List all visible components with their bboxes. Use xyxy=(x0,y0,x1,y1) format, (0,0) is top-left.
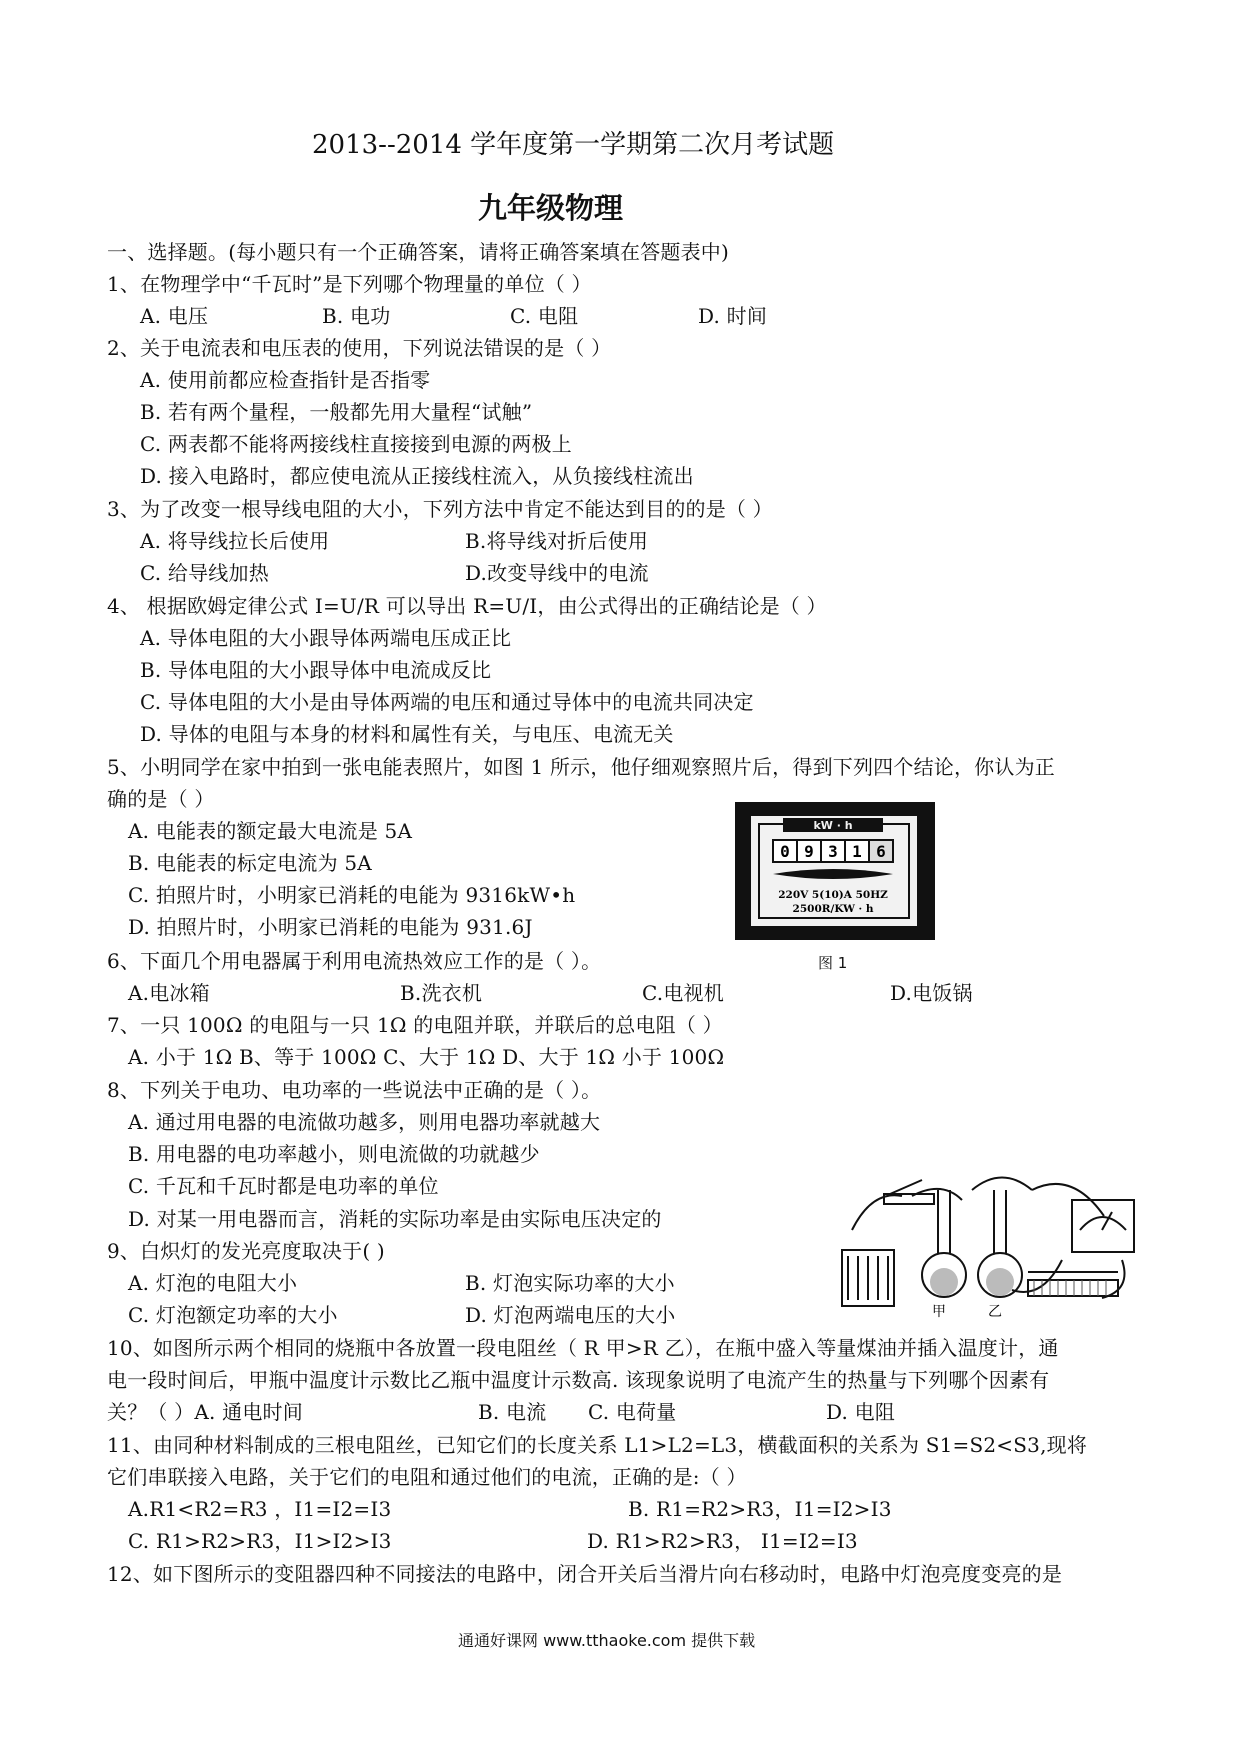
q7-options: A. 小于 1Ω B、等于 100Ω C、大于 1Ω D、大于 1Ω 小于 100Ω xyxy=(128,1045,725,1069)
q5-option-d: D. 拍照片时，小明家已消耗的电能为 931.6J xyxy=(128,915,533,939)
q5-option-a: A. 电能表的额定最大电流是 5A xyxy=(128,819,413,843)
q3-option-b: B.将导线对折后使用 xyxy=(465,529,649,553)
meter-digit: 3 xyxy=(828,842,838,861)
section-heading: 一、选择题。(每小题只有一个正确答案，请将正确答案填在答题表中) xyxy=(107,240,730,264)
q6-option-a: A.电冰箱 xyxy=(128,981,210,1005)
question-4: 4、 根据欧姆定律公式 I=U/R 可以导出 R=U/I，由公式得出的正确结论是（ ） xyxy=(107,594,827,618)
q1-option-b: B. 电功 xyxy=(322,304,391,328)
question-5-line-1: 5、小明同学在家中拍到一张电能表照片，如图 1 所示，他仔细观察照片后，得到下列四个结论，你认为正 xyxy=(107,755,1055,779)
q2-option-d: D. 接入电路时，都应使电流从正接线柱流入，从负接线柱流出 xyxy=(140,464,694,488)
q6-option-b: B.洗衣机 xyxy=(400,981,483,1005)
flask-yi-label: 乙 xyxy=(988,1304,1002,1320)
q2-option-c: C. 两表都不能将两接线柱直接接到电源的两极上 xyxy=(140,432,572,456)
exam-title: 2013--2014 学年度第一学期第二次月考试题 xyxy=(312,130,835,160)
q6-option-d: D.电饭锅 xyxy=(890,981,973,1005)
q8-option-d: D. 对某一用电器而言，消耗的实际功率是由实际电压决定的 xyxy=(128,1207,662,1231)
q10-option-c: C. 电荷量 xyxy=(588,1400,677,1424)
q9-option-d: D. 灯泡两端电压的大小 xyxy=(465,1303,676,1327)
question-7: 7、一只 100Ω 的电阻与一只 1Ω 的电阻并联，并联后的总电阻（ ） xyxy=(107,1013,723,1037)
q11-option-d: D. R1>R2>R3， I1=I2=I3 xyxy=(587,1529,858,1553)
question-5-line-2: 确的是（ ） xyxy=(107,787,215,811)
q1-option-a: A. 电压 xyxy=(140,304,209,328)
meter-unit: kW · h xyxy=(813,819,853,832)
q5-option-b: B. 电能表的标定电流为 5A xyxy=(128,851,372,875)
q4-option-c: C. 导体电阻的大小是由导体两端的电压和通过导体中的电流共同决定 xyxy=(140,690,754,714)
q9-option-a: A. 灯泡的电阻大小 xyxy=(128,1271,298,1295)
q5-option-c: C. 拍照片时，小明家已消耗的电能为 9316kW•h xyxy=(128,883,576,907)
subject-title: 九年级物理 xyxy=(478,191,624,225)
meter-disc xyxy=(773,869,893,879)
question-10-line-2: 电一段时间后，甲瓶中温度计示数比乙瓶中温度计示数高. 该现象说明了电流产生的热量与下列哪个因素有 xyxy=(107,1368,1050,1392)
q8-option-c: C. 千瓦和千瓦时都是电功率的单位 xyxy=(128,1174,439,1198)
q11-option-c: C. R1>R2>R3，I1>I2>I3 xyxy=(128,1529,392,1553)
question-6: 6、下面几个用电器属于利用电流热效应工作的是（ ）。 xyxy=(107,949,602,973)
q10-option-b: B. 电流 xyxy=(478,1400,547,1424)
meter-spec-1: 220V 5(10)A 50HZ xyxy=(778,889,888,901)
q2-option-b: B. 若有两个量程，一般都先用大量程“试触” xyxy=(140,400,533,424)
q4-option-a: A. 导体电阻的大小跟导体两端电压成正比 xyxy=(140,626,512,650)
q3-option-c: C. 给导线加热 xyxy=(140,561,269,585)
question-10-line-1: 10、如图所示两个相同的烧瓶中各放置一段电阻丝（ R 甲>R 乙），在瓶中盛入等量煤油并插入温度计，通 xyxy=(107,1336,1059,1360)
figure-1-caption: 图 1 xyxy=(818,954,848,972)
question-1: 1、在物理学中“千瓦时”是下列哪个物理量的单位（ ） xyxy=(107,272,592,296)
q1-option-d: D. 时间 xyxy=(698,304,768,328)
meter-digit: 0 xyxy=(780,842,790,861)
q6-option-c: C.电视机 xyxy=(642,981,724,1005)
question-8: 8、下列关于电功、电功率的一些说法中正确的是（ ）。 xyxy=(107,1078,602,1102)
q2-option-a: A. 使用前都应检查指针是否指零 xyxy=(140,368,431,392)
question-2: 2、关于电流表和电压表的使用，下列说法错误的是（ ） xyxy=(107,336,612,360)
question-9: 9、白炽灯的发光亮度取决于( ) xyxy=(107,1239,385,1263)
meter-spec-2: 2500R/KW · h xyxy=(792,903,874,915)
q4-option-b: B. 导体电阻的大小跟导体中电流成反比 xyxy=(140,658,492,682)
q10-option-d: D. 电阻 xyxy=(826,1400,896,1424)
meter-digit: 6 xyxy=(876,842,886,861)
flask-jia-label: 甲 xyxy=(932,1304,946,1320)
q8-option-a: A. 通过用电器的电流做功越多，则用电器功率就越大 xyxy=(128,1110,601,1134)
question-12: 12、如下图所示的变阻器四种不同接法的电路中，闭合开关后当滑片向右移动时，电路中灯泡亮度变亮的是 xyxy=(107,1562,1063,1586)
meter-digit: 9 xyxy=(804,842,814,861)
q3-option-d: D.改变导线中的电流 xyxy=(465,561,649,585)
q11-option-b: B. R1=R2>R3，I1=I2>I3 xyxy=(628,1497,892,1521)
q11-option-a: A.R1<R2=R3 ，I1=I2=I3 xyxy=(128,1497,392,1521)
question-11-line-2: 它们串联接入电路，关于它们的电阻和通过他们的电流，正确的是:（ ） xyxy=(107,1465,747,1489)
electricity-meter-figure xyxy=(735,802,935,940)
heating-experiment-figure xyxy=(832,1160,1138,1320)
q1-option-c: C. 电阻 xyxy=(510,304,579,328)
question-10-line-3: 关？（ ）A. 通电时间 xyxy=(107,1400,303,1424)
q8-option-b: B. 用电器的电功率越小，则电流做的功就越少 xyxy=(128,1142,540,1166)
meter-digits xyxy=(773,840,893,862)
q3-option-a: A. 将导线拉长后使用 xyxy=(140,529,330,553)
q4-option-d: D. 导体的电阻与本身的材料和属性有关，与电压、电流无关 xyxy=(140,722,674,746)
q9-option-b: B. 灯泡实际功率的大小 xyxy=(465,1271,675,1295)
page-footer: 通通好课网 www.tthaoke.com 提供下载 xyxy=(458,1631,756,1650)
meter-face xyxy=(751,816,917,926)
question-11-line-1: 11、由同种材料制成的三根电阻丝，已知它们的长度关系 L1>L2=L3，横截面积的关系为 S1=S2<S3,现将 xyxy=(107,1433,1088,1457)
q9-option-c: C. 灯泡额定功率的大小 xyxy=(128,1303,338,1327)
meter-graphic xyxy=(751,816,917,926)
meter-digit: 1 xyxy=(852,842,862,861)
question-3: 3、为了改变一根导线电阻的大小，下列方法中肯定不能达到目的的是（ ） xyxy=(107,497,773,521)
